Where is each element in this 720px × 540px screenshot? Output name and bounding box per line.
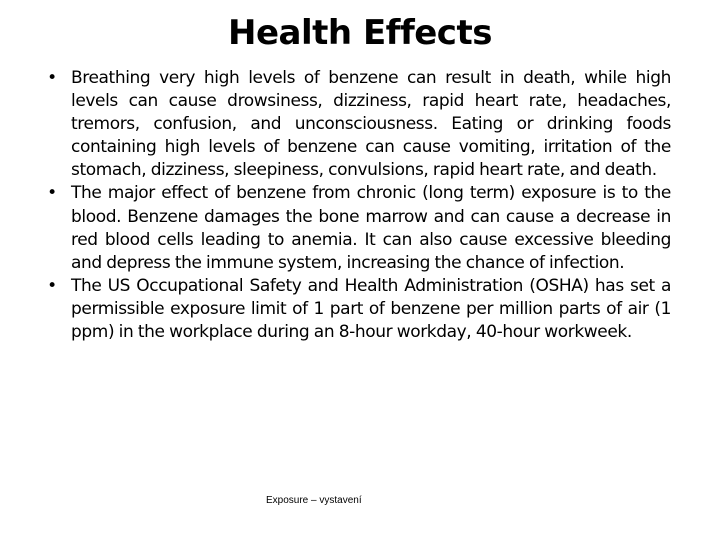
bullet-icon: • [47, 68, 57, 88]
footer-note: Exposure – vystavení [266, 495, 362, 506]
bullet-text: Breathing very high levels of benzene can result in death, while high levels can cause drowsiness, dizziness, rapid heart rate, headaches, tremors, confusion, and unconsciousness. Eating or drinking foods containing high levels of benzene can cause vomiting, irritation of the stomach, dizziness, sleepiness, convulsions, rapid heart rate, and death. [71, 68, 671, 181]
bullet-icon: • [47, 183, 57, 204]
bullet-text: The US Occupational Safety and Health Administration (OSHA) has set a permissible exposure limit of 1 part of benzene per million parts of air (1 ppm) in the workplace during an 8-hour workday, 40-hour workweek. [71, 275, 671, 343]
bullet-text: The major effect of benzene from chronic (long term) exposure is to the blood. Benzene damages the bone marrow and can cause a decrease in red blood cells leading to anemia. It can also cause excessive bleeding and depress the immune system, increasing the chance of infection. [71, 183, 671, 273]
bullet-item [45, 67, 671, 182]
bullet-item [45, 182, 671, 274]
bullet-icon: • [47, 275, 57, 296]
bullet-item [45, 275, 671, 344]
slide-title: Health Effects [228, 13, 492, 53]
bullet-list [45, 67, 671, 344]
